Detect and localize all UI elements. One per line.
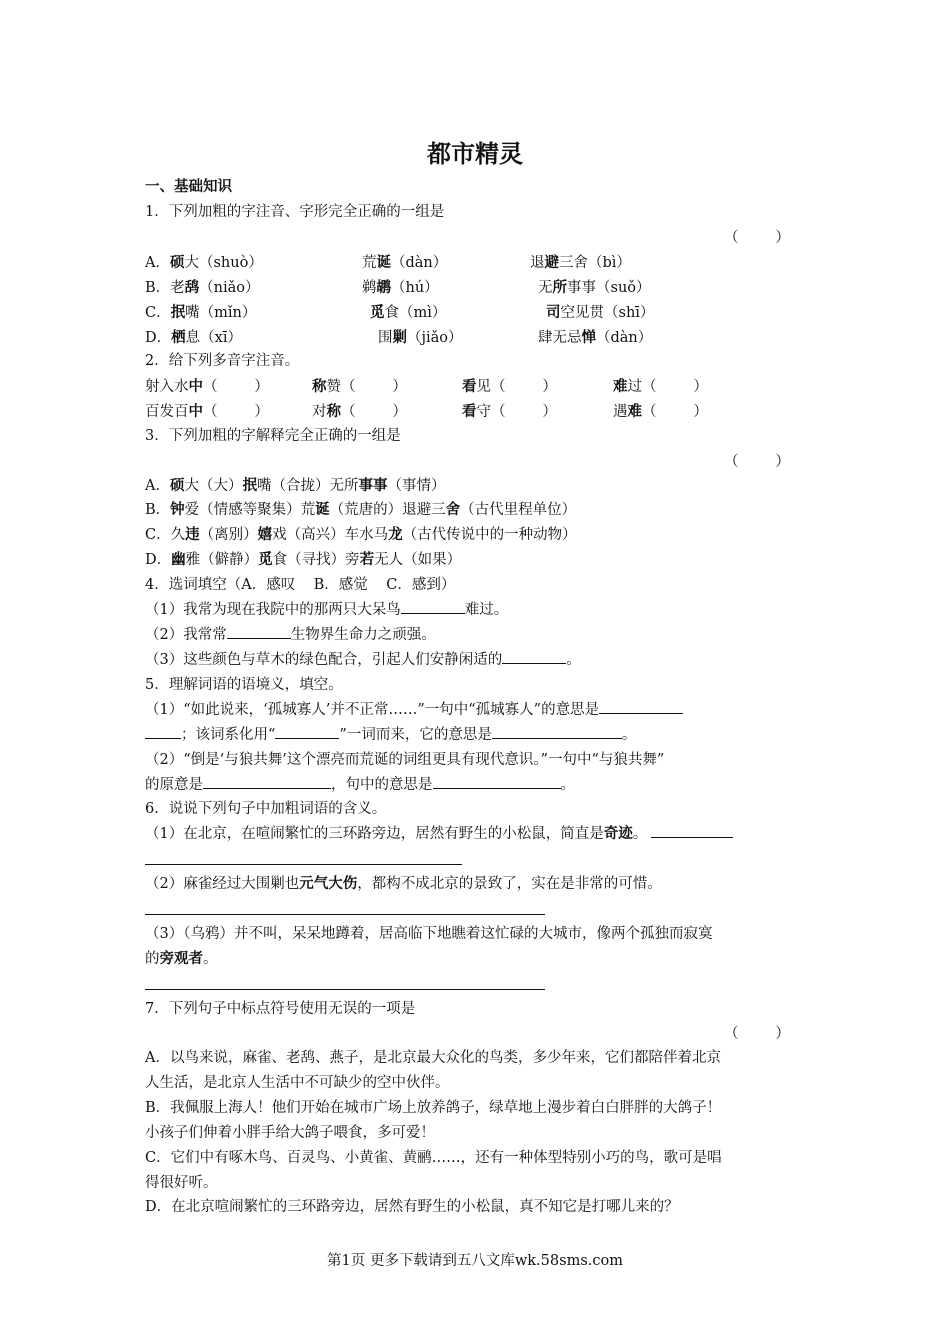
q2-r2-3: 看守（ ） [462,404,557,420]
q1-d-1: D．栖息（xī） [145,330,242,346]
q5-blank-1a[interactable] [599,699,683,714]
q7-option-c: C．它们中有啄木鸟、百灵鸟、小黄雀、黄鹂……，还有一种体型特别小巧的鸟，歌可是唱 [145,1150,722,1166]
q6-sentence-1: （1）在北京，在喧闹繁忙的三环路旁边，居然有野生的小松鼠，简直是奇迹。 [145,823,733,845]
q1-c-1: C．抿嘴（mǐn） [145,305,257,321]
q6-answer-line-3[interactable] [145,989,545,990]
q5-sentence-2: （2）“倒是‘与狼共舞’这个漂亮而荒诞的词组更具有现代意识。”一句中“与狼共舞” [145,752,665,768]
q3-option-a: A．硕大（大）抿嘴（合拢）无所事事（事情） [145,478,446,494]
q1-d-2: 围剿（jiǎo） [378,330,463,346]
q6-sentence-3: （3）（乌鸦）并不叫，呆呆地蹲着，居高临下地瞧着这忙碌的大城市，像两个孤独而寂寞 [145,926,713,942]
q5-sentence-2-cont: 的原意是 ，句中的意思是 。 [145,774,575,796]
q6-stem: 6．说说下列句子中加粗词语的含义。 [145,801,387,817]
q5-blank-3[interactable] [492,724,622,739]
page-footer: 第1页 更多下载请到五八文库wk.58sms.com [327,1253,623,1269]
q1-stem: 1．下列加粗的字注音、字形完全正确的一组是 [145,204,445,220]
q2-r2-2: 对称（ ） [312,404,407,420]
q2-r1-2: 称赞（ ） [312,379,407,395]
q4-sentence-1: （1）我常为现在我院中的那两只大呆鸟 难过。 [145,599,508,621]
q3-option-b: B．钟爱（情感等聚集）荒诞（荒唐的）退避三舍（古代里程单位） [145,502,577,518]
q2-r1-4: 难过（ ） [613,379,708,395]
q6-answer-line-1a[interactable] [651,823,733,838]
q7-stem: 7．下列句子中标点符号使用无误的一项是 [145,1001,416,1017]
q7-option-a: A．以鸟来说，麻雀、老鸹、燕子，是北京最大众化的鸟类，多少年来，它们都陪伴着北京 [145,1050,721,1066]
q4-stem: 4．选词填空（A．感叹 B．感觉 C．感到） [145,577,456,593]
q5-sentence-1: （1）“如此说来，‘孤城寡人’并不正常……”一句中“孤城寡人”的意思是 [145,699,683,721]
q7-option-b: B．我佩服上海人！他们开始在城市广场上放养鸽子，绿草地上漫步着白白胖胖的大鸽子！ [145,1100,722,1116]
q4-blank-2[interactable] [227,624,291,639]
q5-stem: 5．理解词语的语境义，填空。 [145,677,343,693]
q6-sentence-3-cont: 的旁观者。 [145,951,218,967]
q1-a-1: A．硕大（shuò） [145,255,263,271]
q1-c-3: 司空见贯（shī） [546,305,655,321]
q2-r2-4: 遇难（ ） [613,404,708,420]
q7-option-c-cont: 得很好听。 [145,1175,218,1191]
q3-stem: 3．下列加粗的字解释完全正确的一组是 [145,428,401,444]
q6-answer-line-2[interactable] [145,914,545,915]
q4-blank-3[interactable] [502,649,566,664]
q7-option-d: D．在北京喧闹繁忙的三环路旁边，居然有野生的小松鼠，真不知它是打哪儿来的？ [145,1199,679,1215]
q7-option-b-cont: 小孩子们伸着小胖手给大鸽子喂食，多可爱！ [145,1125,435,1141]
section-heading: 一、基础知识 [145,179,232,195]
q1-c-2: 觅食（mì） [370,305,447,321]
q5-blank-5[interactable] [433,774,561,789]
q5-sentence-1-cont: ；该词系化用“ ”一词而来，它的意思是 。 [145,724,636,746]
q1-answer-paren: （ ） [724,230,790,246]
q4-sentence-3: （3）这些颜色与草木的绿色配合，引起人们安静闲适的 。 [145,649,581,671]
q1-b-3: 无所事事（suǒ） [538,280,651,296]
q5-blank-2[interactable] [275,724,339,739]
q1-d-3: 肆无忌惮（dàn） [538,330,653,346]
q6-answer-line-1b[interactable] [145,864,462,865]
q5-blank-1b[interactable] [145,724,181,739]
q2-stem: 2．给下列多音字注音。 [145,353,300,369]
q2-r1-3: 看见（ ） [462,379,557,395]
q7-option-a-cont: 人生活，是北京人生活中不可缺少的空中伙伴。 [145,1075,450,1091]
page-title: 都市精灵 [427,140,523,168]
q3-option-d: D．幽雅（僻静）觅食（寻找）旁若无人（如果） [145,552,462,568]
q1-a-3: 退避三舍（bì） [530,255,631,271]
q3-answer-paren: （ ） [724,454,790,470]
q2-r2-1: 百发百中（ ） [145,404,269,420]
q4-sentence-2: （2）我常常 生物界生命力之顽强。 [145,624,436,646]
q5-blank-4[interactable] [203,774,331,789]
q1-b-2: 鹈鹕（hú） [362,280,439,296]
q2-r1-1: 射入水中（ ） [145,379,269,395]
q6-sentence-2: （2）麻雀经过大围剿也元气大伤，都构不成北京的景致了，实在是非常的可惜。 [145,876,662,892]
q1-a-2: 荒诞（dàn） [362,255,448,271]
q3-option-c: C．久违（离别）嬉戏（高兴）车水马龙（古代传说中的一种动物） [145,527,577,543]
q4-blank-1[interactable] [401,599,465,614]
q7-answer-paren: （ ） [724,1026,790,1042]
q1-b-1: B．老鸹（niǎo） [145,280,260,296]
